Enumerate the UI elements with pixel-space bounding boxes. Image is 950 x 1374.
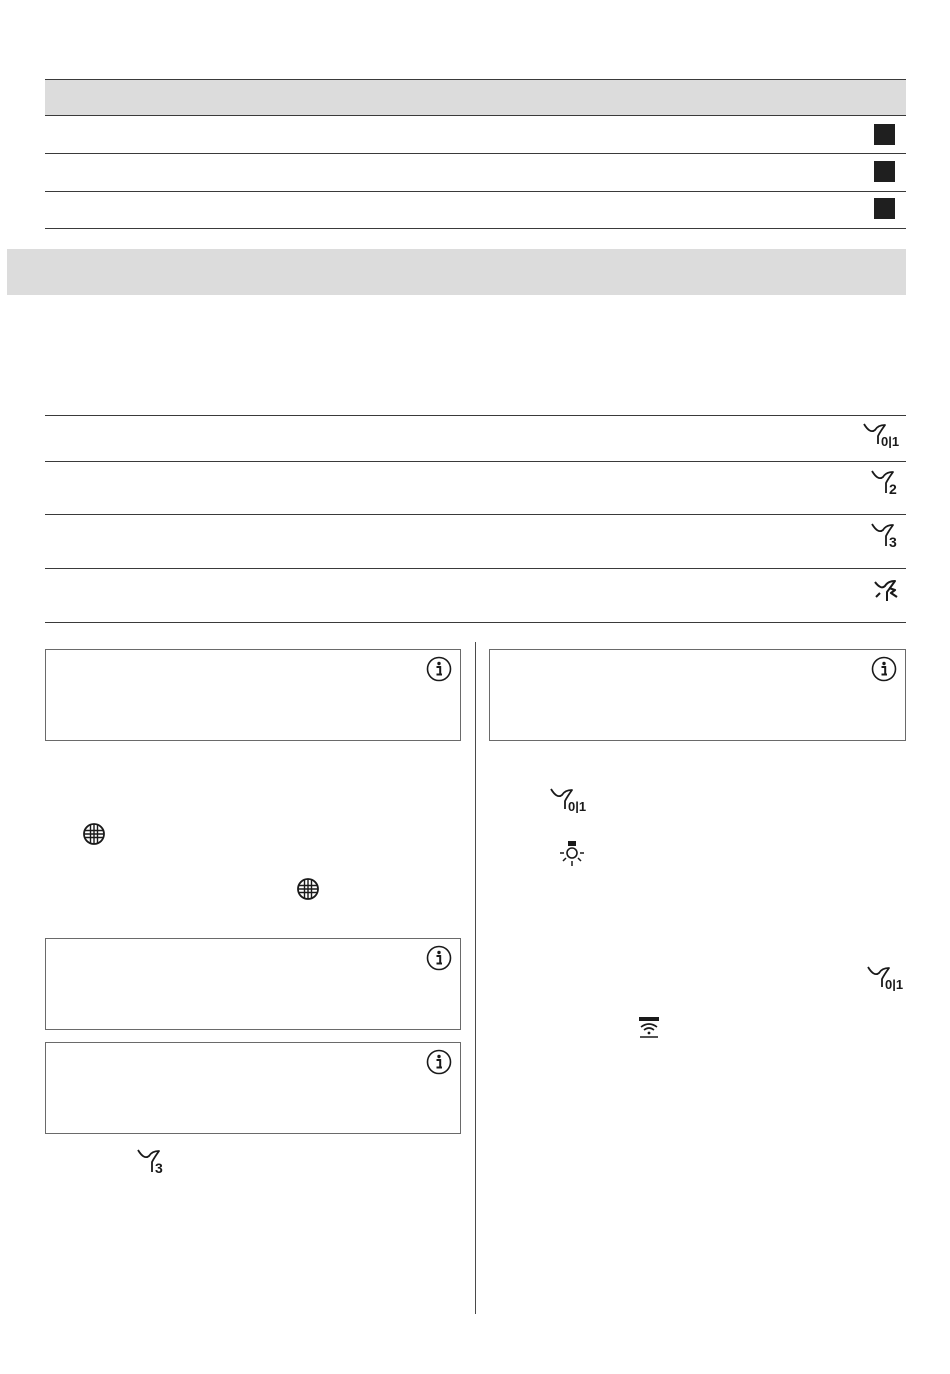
filled-square-marker	[874, 198, 895, 219]
info-icon	[426, 1049, 452, 1075]
speed-table-rule	[45, 568, 906, 569]
light-icon	[559, 840, 585, 868]
note-box	[45, 649, 461, 741]
fan-boost-icon	[872, 576, 902, 606]
fan-speed-2-icon	[870, 469, 904, 497]
info-icon	[426, 656, 452, 682]
info-icon	[871, 656, 897, 682]
fan-speed-3-icon	[870, 522, 904, 550]
top-table-header	[45, 80, 906, 115]
fan-speed-0-1-icon	[866, 965, 910, 991]
note-box	[489, 649, 906, 741]
svg-text:3: 3	[889, 534, 897, 550]
hob-connect-icon	[637, 1016, 661, 1040]
top-table-rule	[45, 228, 906, 229]
note-box	[45, 938, 461, 1030]
filled-square-marker	[874, 161, 895, 182]
note-box	[45, 1042, 461, 1134]
speed-table-rule	[45, 514, 906, 515]
speed-table-rule	[45, 622, 906, 623]
fan-speed-0-1-icon	[549, 787, 593, 813]
top-table-rule	[45, 153, 906, 154]
speed-table-rule	[45, 461, 906, 462]
fan-speed-0-1-icon	[862, 422, 906, 448]
svg-text:2: 2	[889, 481, 897, 497]
fan-speed-3-icon	[136, 1148, 170, 1176]
svg-text:0|1: 0|1	[881, 434, 900, 448]
section-header-band	[7, 249, 906, 295]
svg-text:3: 3	[155, 1160, 163, 1176]
top-table-rule	[45, 191, 906, 192]
info-icon	[426, 945, 452, 971]
filled-square-marker	[874, 124, 895, 145]
speed-table-rule	[45, 415, 906, 416]
grease-filter-icon	[296, 877, 320, 901]
top-table-rule	[45, 115, 906, 116]
grease-filter-icon	[82, 822, 106, 846]
column-divider	[475, 642, 476, 1314]
svg-text:0|1: 0|1	[885, 977, 904, 991]
svg-text:0|1: 0|1	[568, 799, 587, 813]
